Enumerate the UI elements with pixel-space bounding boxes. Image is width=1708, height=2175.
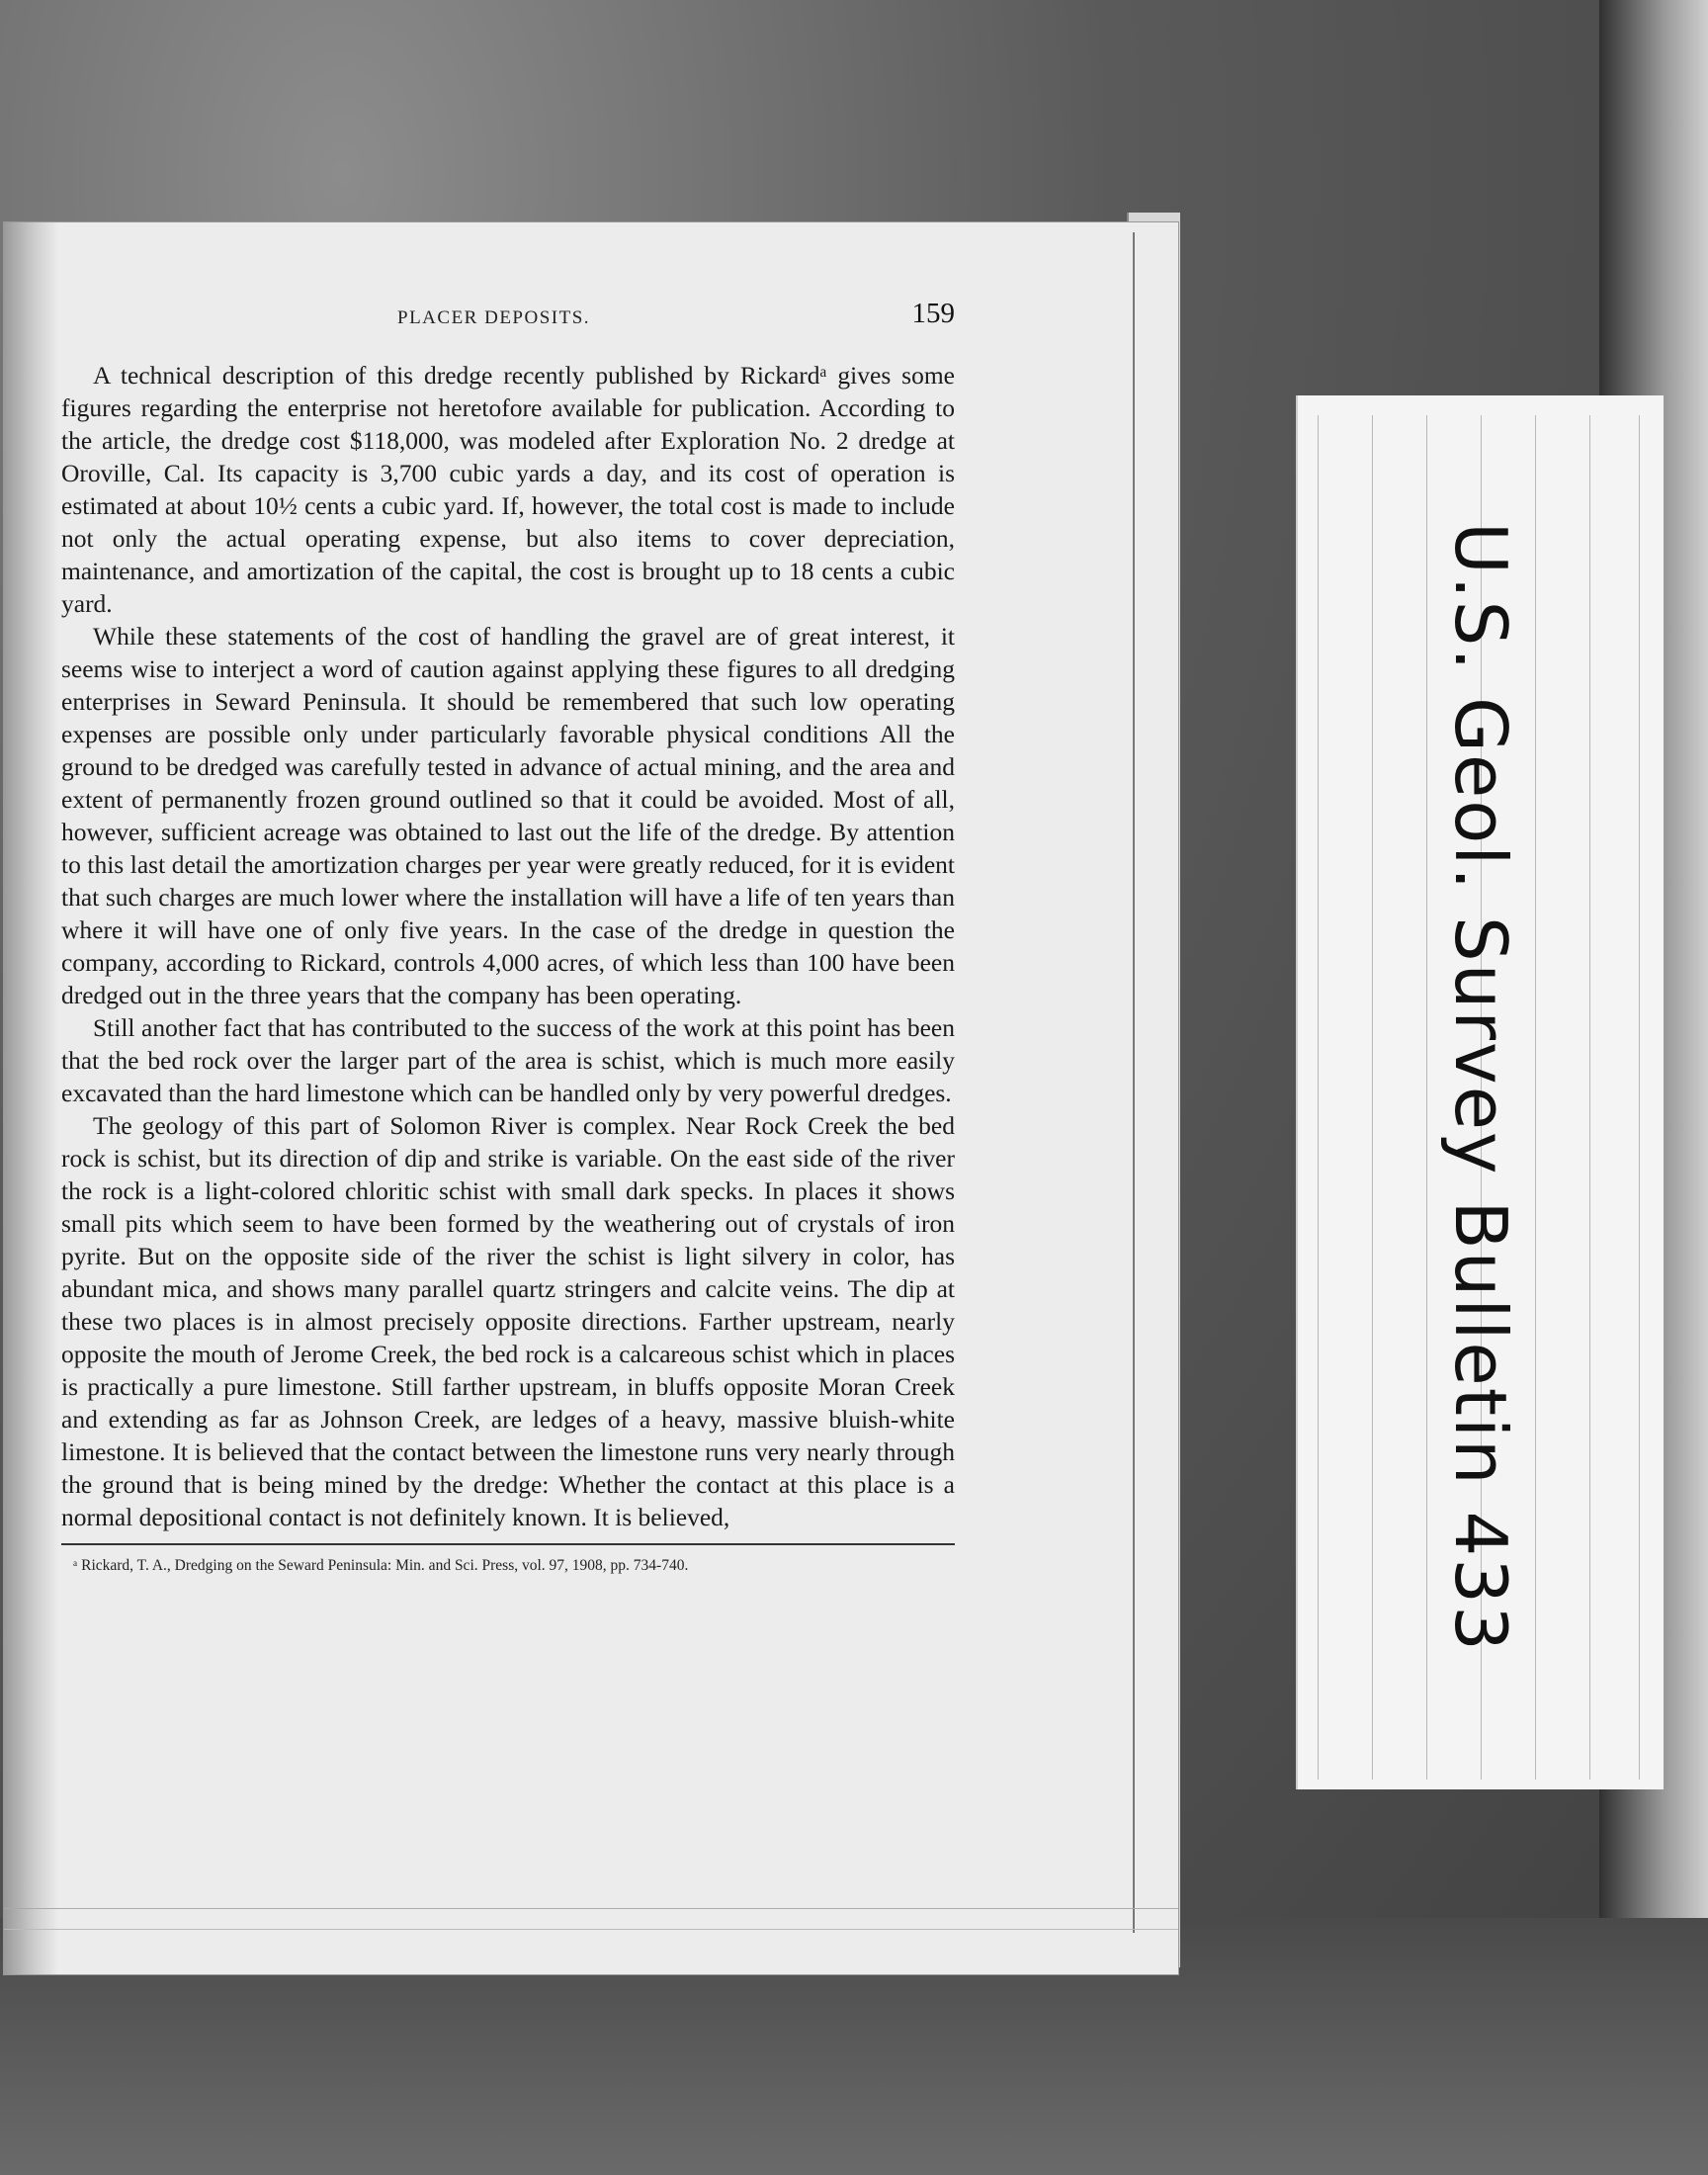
handwritten-label: U.S. Geol. Survey Bulletin 433: [1439, 522, 1522, 1653]
page-number: 159: [911, 298, 955, 329]
body-text: [61, 359, 955, 1533]
card-rule-line: [1589, 415, 1590, 1780]
paragraph: The geology of this part of Solomon River is complex. Near Rock Creek the bed rock is schist, but its direction of dip and strike is variable. On the east side of the river the rock is a light-colored chloritic schist with small dark specks. In places it shows small pits which seem to have been formed by the weathering out of crystals of iron pyrite. But on the opposite side of the river the schist is light silvery in color, has abundant mica, and shows many parallel quartz stringers and calcite veins. The dip at these two places is in almost precisely opposite directions. Farther upstream, nearly opposite the mouth of Jerome Creek, the bed rock is a calcareous schist which in places is practically a pure limestone. Still farther upstream, in bluffs opposite Moran Creek and extending as far as Johnson Creek, are ledges of a heavy, massive bluish-white limestone. It is believed that the contact between the limestone runs very nearly through the ground that is being mined by the dredge: Whether the contact at this place is a normal depositional contact is not definitely known. It is believed,: [61, 1111, 955, 1531]
index-card-label: [1298, 395, 1664, 1789]
page-content: [61, 298, 955, 1575]
page-edge-rule: [1133, 232, 1135, 1933]
paragraph: A technical description of this dredge recently published by Rickardᵃ gives some figures regarding the enterprise not heretofore available for publication. According to the article, the dredge cost $118,000, was modeled after Exploration No. 2 dredge at Oroville, Cal. Its capacity is 3,700 cubic yards a day, and its cost of operation is estimated at about 10½ cents a cubic yard. If, however, the total cost is made to include not only the actual operating expense, but also items to cover depreciation, maintenance, and amortization of the capital, the cost is brought up to 18 cents a cubic yard.: [61, 361, 955, 618]
paragraph: Still another fact that has contributed to the success of the work at this point has been that the bed rock over the larger part of the area is schist, which is much more easily excavated than the hard limestone which can be handled only by very powerful dredges.: [61, 1013, 955, 1107]
page-header: [61, 298, 955, 337]
card-rule-line: [1372, 415, 1373, 1780]
footnote: ᵃ Rickard, T. A., Dredging on the Seward Peninsula: Min. and Sci. Press, vol. 97, 1908, pp. 734-740.: [73, 1557, 689, 1574]
card-rule-line: [1426, 415, 1427, 1780]
footnote-rule: [61, 1543, 955, 1545]
card-rule-line: [1535, 415, 1536, 1780]
card-rule-line: [1318, 415, 1319, 1780]
paragraph: While these statements of the cost of handling the gravel are of great interest, it seems wise to interject a word of caution against applying these figures to all dredging enterprises in Seward Peninsula. It should be remembered that such low operating expenses are possible only under particularly favorable physical conditions All the ground to be dredged was carefully tested in advance of actual mining, and the area and extent of permanently frozen ground outlined so that it could be avoided. Most of all, however, sufficient acreage was obtained to last out the life of the dredge. By attention to this last detail the amortization charges per year were greatly reduced, for it is evident that such charges are much lower where the installation will have a life of ten years than where it will have one of only five years. In the case of the dredge in question the company, according to Rickard, controls 4,000 acres, of which less than 100 have been dredged out in the three years that the company has been operating.: [61, 622, 955, 1009]
page-bottom-edge: [4, 1908, 1178, 1930]
book-page: [4, 222, 1178, 1974]
card-rule-line: [1639, 415, 1640, 1780]
running-head: PLACER DEPOSITS.: [397, 307, 591, 328]
